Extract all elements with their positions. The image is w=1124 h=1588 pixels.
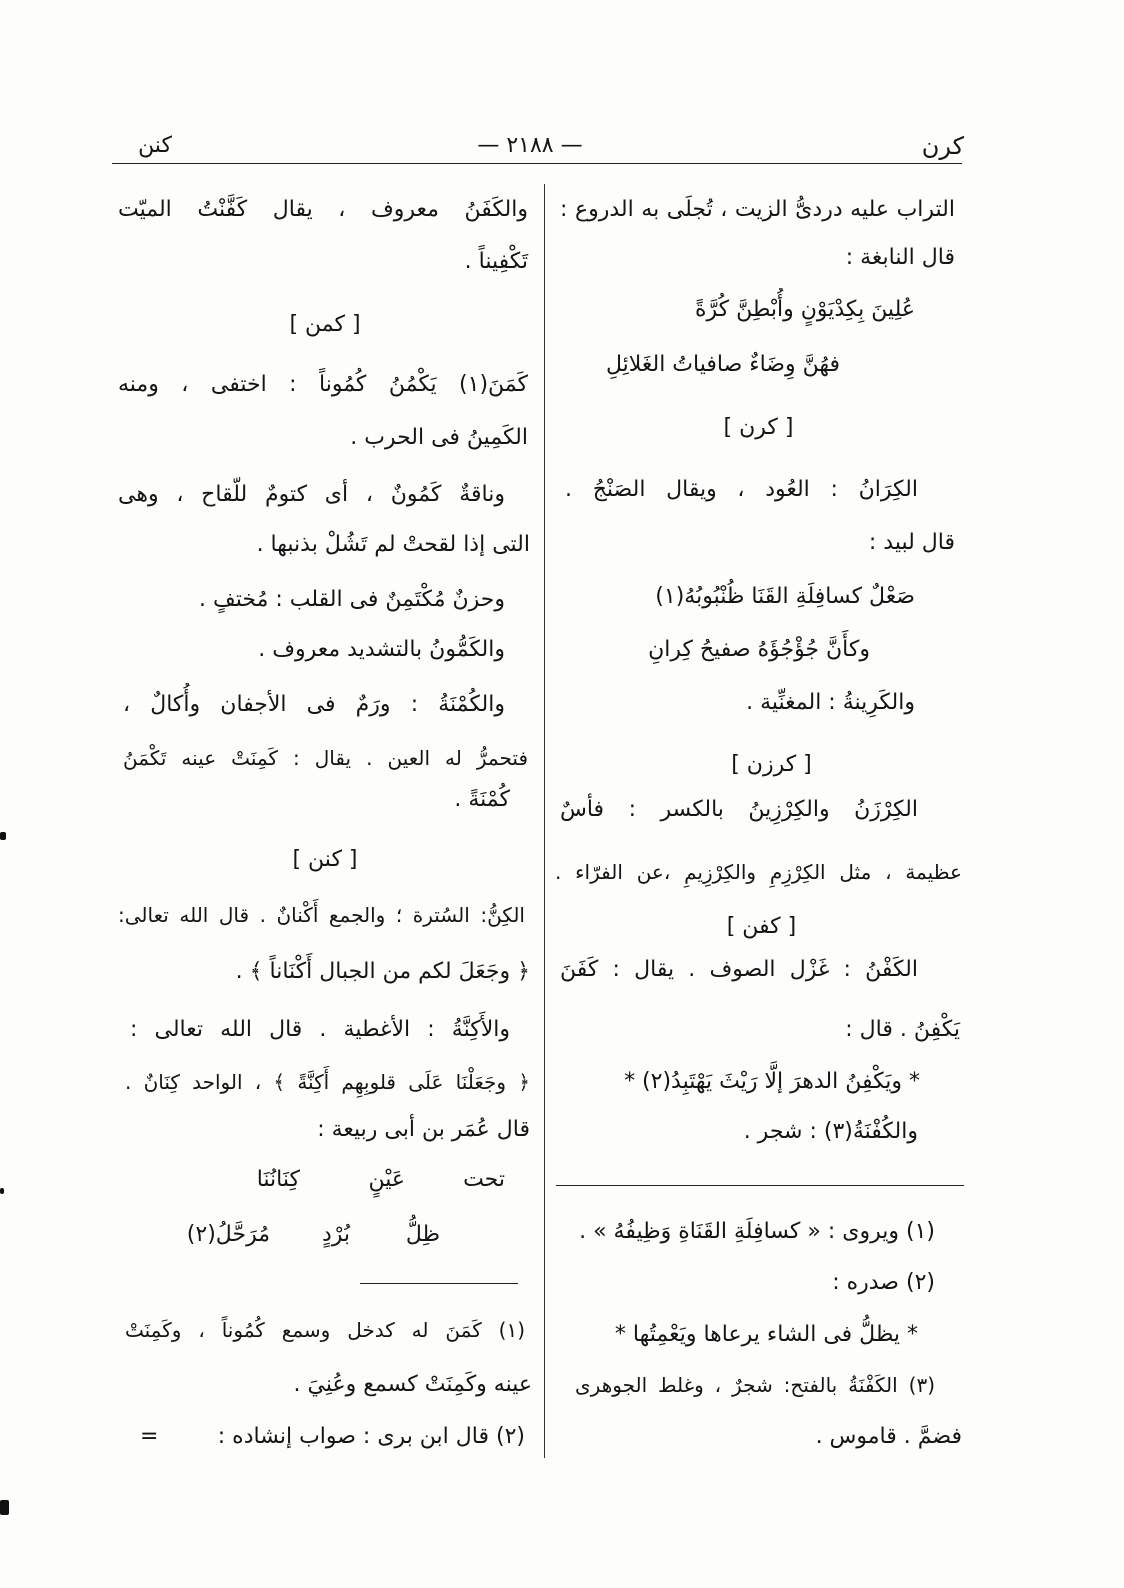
footnote-line: (٢) صدره : [832,1270,935,1295]
entry-heading: [ كرن ] [723,415,794,440]
entry-line: فتحمرُّ له العين . يقال : كَمِنَتْ عينه تَكْمَنُ [123,746,528,770]
entry-line: وحزنٌ مُكْتَمِنٌ فى القلب : مُختفٍ . [198,587,505,612]
entry-line: والكُمْنَةُ : ورَمٌ فى الأجفان وأُكالٌ ، [123,692,505,717]
entry-line: والكَفَنُ معروف ، يقال كَفَّنْتُ الميّت [118,197,528,222]
entry-line: وناقةٌ كَمُونٌ ، أى كتومٌ للّقاح ، وهى [118,482,505,507]
page-number: — ٢١٨٨ — [477,133,583,158]
entry-line: قال لبيد : [868,530,955,555]
entry-line: الكِرْزَنُ والكِرْزِينُ بالكسر : فأسٌ [560,797,918,822]
scan-mark [0,832,6,840]
verse-line: * ويَكْفِنُ الدهرَ إلَّا رَيْثَ يَهْتَبِدُ(٢) * [624,1069,920,1094]
verse-word: عَيْنٍ [368,1167,405,1192]
scan-mark [0,1188,4,1194]
footnote-line: عينه وكَمِنَتْ كسمع وعُنِيَ . [293,1372,532,1397]
footnote-text: (٢) قال ابن برى : صواب إنشاده : [217,1424,525,1449]
footnote-line: فضمَّ . قاموس . [815,1424,962,1449]
entry-line: الكَفْنُ : غَزْل الصوف . يقال : كَفَنَ [560,957,918,982]
scan-mark [0,1500,9,1515]
entry-line: والكَرِينةُ : المغنِّية . [746,690,915,715]
entry-line: والكُفْنَةُ(٣) : شجر . [743,1119,918,1144]
entry-line: كُمْنَةً . [454,787,510,812]
verse-word: ظِلُّ [405,1222,440,1247]
entry-line: الكِنُّ: السُترة ؛ والجمع أَكْنانٌ . قال الله تعالى: [118,903,525,927]
continuation-mark: = [140,1424,159,1449]
entry-heading: [ كرزن ] [731,752,812,777]
entry-heading: [ كفن ] [726,914,797,939]
entry-line: التى إذا لقحتْ لم تَشُلْ بذنبها . [256,532,530,557]
entry-line: تَكْفِيناً . [464,249,528,274]
entry-line: ﴿ وجَعَلَ لكم من الجبال أَكْنَاناً ﴾ . [235,959,530,984]
entry-line: قال النابغة : [845,245,955,270]
entry-line: يَكْفِنُ . قال : [845,1017,960,1042]
entry-line: قال عُمَر بن أبى ربيعة : [317,1117,530,1142]
footnote-line: (١) ويروى : « كسافِلَةِ القَنَاةِ وَظِيفُهُ » . [579,1219,935,1244]
entry-line: التراب عليه دردىُّ الزيت ، تُجلَى به الدروع : [560,197,955,222]
entry-line: الكِرَانُ : العُود ، ويقال الصَنْجُ . [565,477,918,502]
entry-line: ﴿ وجَعَلْنَا عَلَى قلوبِهِم أَكِنَّةً ﴾ ، الواحد كِنَانٌ . [125,1070,530,1094]
entry-heading: [ كنن ] [292,847,358,872]
header-left-word: كنن [138,133,172,158]
footnote-line: * يظلُّ فى الشاء يرعاها ويَعْمِتُها * [614,1322,918,1347]
entry-line: كَمَنَ(١) يَكْمُنُ كُمُوناً : اختفى ، ومنه [118,372,528,397]
entry-heading: [ كمن ] [289,312,361,337]
right-footnotes [555,0,962,1588]
left-footnotes [118,0,532,1588]
verse-word: كِنَانُنَا [256,1167,300,1192]
footnote-line: (١) كَمَنَ له كدخل وسمع كُمُوناً ، وكَمِنَتْ [125,1318,525,1342]
verse-word: تحت [463,1167,505,1192]
column-divider [544,184,545,1458]
footnote-line [118,1415,532,1459]
footnote-line: (٣) الكَفْنَةُ بالفتح: شجرٌ ، وغلط الجوهرى [575,1373,935,1397]
header-right-word: كرن [921,132,964,160]
entry-line: والكَمُّونُ بالتشديد معروف . [258,637,505,662]
entry-line: عظيمة ، مثل الكِرْزِمِ والكِرْزِيمِ ،عن الفرّاء . [555,860,962,884]
entry-line: الكَمِينُ فى الحرب . [350,425,528,450]
verse-line: فهُنَّ وِضَاءٌ صافياتُ الغَلائِلِ [605,352,840,377]
entry-line: والأَكِنَّةُ : الأغطية . قال الله تعالى : [130,1017,510,1042]
verse-line: عُلِينَ بِكِدْيَوْنٍ وأُبْطِنَّ كُرَّةً [694,297,915,322]
verse-word: بُرْدٍ [321,1222,350,1247]
verse-word: مُرَحَّلُ(٢) [186,1222,270,1247]
verse-line: صَعْلٌ كسافِلَةِ القَنَا ظُنْبُوبُهُ(١) [655,584,915,609]
verse-line: وكأَنَّ جُؤْجُؤَهُ صفيحُ كِرانِ [648,637,870,662]
